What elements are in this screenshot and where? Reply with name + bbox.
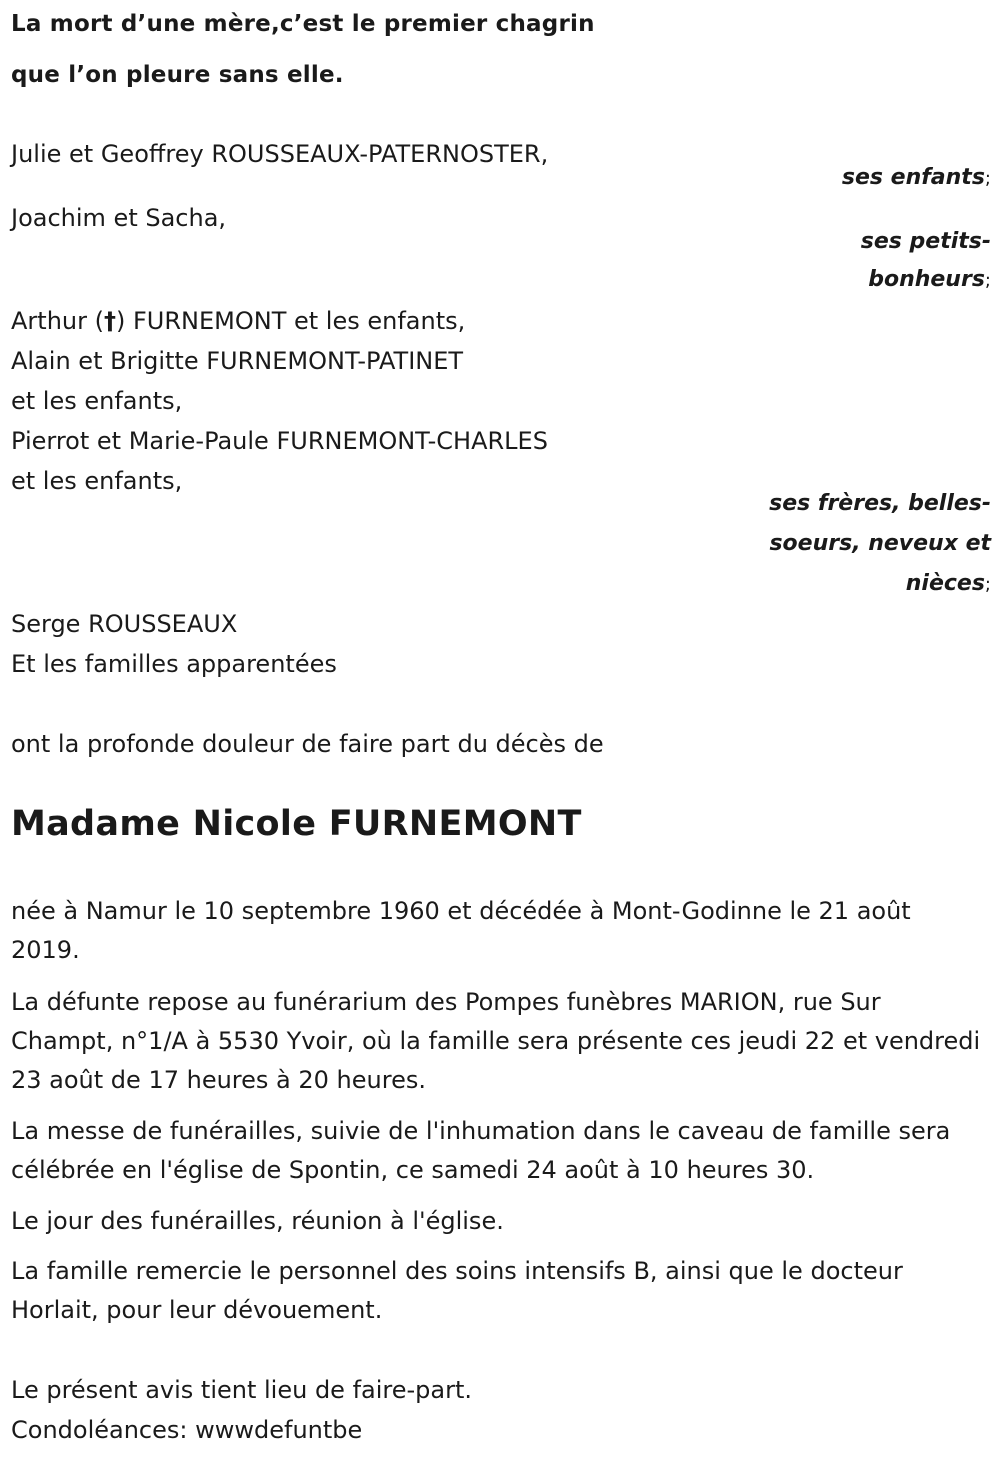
siblings-role-suffix: ; [984, 574, 991, 595]
siblings-line-1-before: Arthur ( [11, 307, 104, 335]
siblings-role-line-3 [906, 565, 991, 604]
children-role-text: ses enfants [841, 165, 985, 190]
grandchildren-role-suffix: ; [984, 270, 991, 291]
siblings-line-1-after: ) FURNEMONT et les enfants, [115, 307, 466, 335]
repose-paragraph: La défunte repose au funérarium des Pompes funèbres MARION, rue Sur Champt, n°1/A à 5530 Yvoir, où la famille sera présente ces jeudi 22 et vendredi 23 août de 17 heures à 20 heures. [11, 988, 981, 1094]
children-role-suffix: ; [984, 168, 991, 189]
siblings-line-4: Pierrot et Marie-Paule FURNEMONT-CHARLES [11, 427, 548, 455]
quote-line-2: que l’on pleure sans elle. [11, 62, 344, 88]
meeting-paragraph: Le jour des funérailles, réunion à l'église. [11, 1207, 504, 1235]
quote-line-1: La mort d’une mère,c’est le premier chagrin [11, 11, 595, 37]
grandchildren-role-line-2 [868, 261, 991, 300]
others-line-2: Et les familles apparentées [11, 650, 337, 678]
siblings-role-text: nièces [905, 571, 985, 596]
siblings-role-line-1: ses frères, belles- [769, 491, 991, 516]
siblings-line-3: et les enfants, [11, 387, 183, 415]
siblings-line-2: Alain et Brigitte FURNEMONT-PATINET [11, 347, 464, 375]
birth-death-paragraph: née à Namur le 10 septembre 1960 et décédée à Mont-Godinne le 21 août 2019. [11, 897, 911, 964]
condolences-line: Condoléances: wwwdefuntbe [11, 1416, 363, 1444]
mass-paragraph: La messe de funérailles, suivie de l'inhumation dans le caveau de famille sera célébrée en l'église de Spontin, ce samedi 24 août à 10 heures 30. [11, 1117, 951, 1184]
grandchildren-names: Joachim et Sacha, [11, 204, 227, 232]
grandchildren-role-text: bonheurs [868, 267, 985, 292]
siblings-line-1 [11, 305, 465, 337]
deceased-name: Madame Nicole FURNEMONT [11, 804, 582, 844]
cross-icon: † [103, 307, 116, 335]
notice-line: Le présent avis tient lieu de faire-part. [11, 1376, 473, 1404]
siblings-line-5: et les enfants, [11, 467, 183, 495]
others-line-1: Serge ROUSSEAUX [11, 610, 238, 638]
children-role [842, 159, 991, 198]
siblings-role-line-2: soeurs, neveux et [769, 531, 991, 556]
thanks-paragraph: La famille remercie le personnel des soins intensifs B, ainsi que le docteur Horlait, pour leur dévouement. [11, 1257, 903, 1324]
children-names: Julie et Geoffrey ROUSSEAUX-PATERNOSTER, [11, 140, 549, 168]
announcement: ont la profonde douleur de faire part du décès de [11, 730, 604, 758]
grandchildren-role-line-1: ses petits- [860, 229, 991, 254]
